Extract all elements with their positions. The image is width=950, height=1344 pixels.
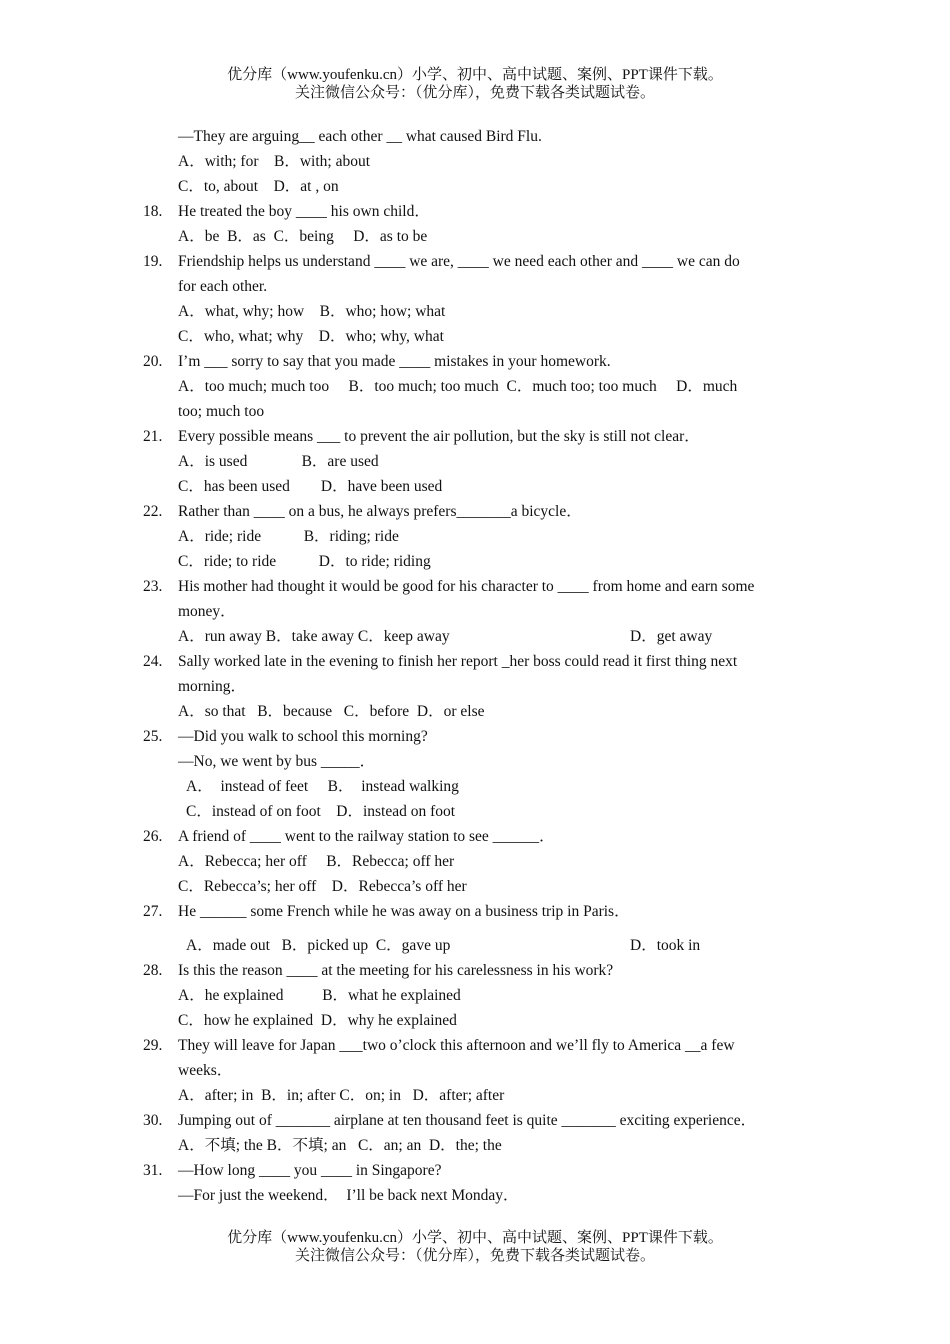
question-26-options-2: C．Rebecca’s; her off D．Rebecca’s off her xyxy=(178,878,467,895)
question-31-text: 31. —How long ____ you ____ in Singapore? xyxy=(143,1162,442,1179)
question-25-options-1: A． instead of feet B． instead walking xyxy=(186,778,459,795)
question-24-options: A．so that B．because C．before D．or else xyxy=(178,703,485,720)
question-26-options-1: A．Rebecca; her off B．Rebecca; off her xyxy=(178,853,455,870)
question-30-text: 30. Jumping out of _______ airplane at ten thousand feet is quite _______ exciting experience． xyxy=(143,1112,757,1129)
header-line-1: 优分库（www.youfenku.cn）小学、初中、高中试题、案例、PPT课件下载。 xyxy=(227,67,723,83)
question-28-text: 28. Is this the reason ____ at the meeting for his carelessness in his work? xyxy=(143,962,614,979)
question-19-text: 19. Friendship helps us understand ____ we are, ____ we need each other and ____ we can do xyxy=(143,253,740,270)
question-17-options-2: C．to, about D．at , on xyxy=(178,178,339,195)
question-28-options-1: A．he explained B．what he explained xyxy=(178,987,461,1004)
question-29-text: 29. They will leave for Japan ___two o’clock this afternoon and we’ll fly to America __a few xyxy=(143,1037,735,1054)
question-19-options-1: A．what, why; how B．who; how; what xyxy=(178,303,446,320)
question-28-options-2: C．how he explained D．why he explained xyxy=(178,1012,457,1029)
question-18-options: A．be B．as C．being D．as to be xyxy=(178,228,428,245)
question-19-options-2: C．who, what; why D．who; why, what xyxy=(178,328,444,345)
question-24-text: 24. Sally worked late in the evening to finish her report _her boss could read it first thing next xyxy=(143,653,738,670)
question-18-text: 18. He treated the boy ____ his own child． xyxy=(143,203,430,220)
question-23-text: 23. His mother had thought it would be good for his character to ____ from home and earn some xyxy=(143,578,755,595)
question-29-text-cont: weeks． xyxy=(178,1062,233,1079)
question-22-options-2: C．ride; to ride D．to ride; riding xyxy=(178,553,431,570)
question-25-text: 25. —Did you walk to school this morning? xyxy=(143,728,428,745)
question-23-text-cont: money． xyxy=(178,603,236,620)
question-20-text: 20. I’m ___ sorry to say that you made ____ mistakes in your homework. xyxy=(143,353,611,370)
question-22-text: 22. Rather than ____ on a bus, he always prefers_______a bicycle． xyxy=(143,503,582,520)
question-20-options-1: A．too much; much too B．too much; too much C．much too; too much D．much xyxy=(178,378,738,395)
question-30-options: A．不填; the B．不填; an C．an; an D．the; the xyxy=(178,1137,502,1154)
question-26-text: 26. A friend of ____ went to the railway station to see ______． xyxy=(143,828,555,845)
question-21-text: 21. Every possible means ___ to prevent the air pollution, but the sky is still not clear． xyxy=(143,428,700,445)
question-19-text-cont: for each other. xyxy=(178,278,268,295)
question-22-options-1: A．ride; ride B．riding; ride xyxy=(178,528,399,545)
page-footer xyxy=(0,1229,950,1265)
footer-line-2: 关注微信公众号：（优分库），免费下载各类试题试卷。 xyxy=(294,1248,655,1264)
question-17-options-1: A．with; for B．with; about xyxy=(178,153,371,170)
question-23-options: A．run away B．take away C．keep away D．get away xyxy=(0,624,950,649)
question-25-options-2: C．instead of on foot D．instead on foot xyxy=(186,803,456,820)
question-31-text-cont: —For just the weekend． I’ll be back next Monday． xyxy=(178,1187,519,1204)
question-21-options-2: C．has been used D．have been used xyxy=(178,478,443,495)
question-24-text-cont: morning． xyxy=(178,678,247,695)
question-27-text: 27. He ______ some French while he was away on a business trip in Paris． xyxy=(143,903,630,920)
page-header xyxy=(0,66,950,102)
question-20-options-2: too; much too xyxy=(178,403,265,420)
question-27-options: A．made out B．picked up C．gave up D．took in xyxy=(0,933,950,958)
question-list xyxy=(0,124,950,1208)
question-21-options-1: A．is used B．are used xyxy=(178,453,379,470)
spacer xyxy=(0,924,950,933)
footer-line-1: 优分库（www.youfenku.cn）小学、初中、高中试题、案例、PPT课件下载。 xyxy=(227,1230,723,1246)
question-27-option-d: D．took in xyxy=(630,937,701,954)
question-23-option-d: D．get away xyxy=(630,628,713,645)
question-17-text: —They are arguing__ each other __ what caused Bird Flu. xyxy=(178,128,542,145)
header-line-2: 关注微信公众号：（优分库），免费下载各类试题试卷。 xyxy=(294,85,655,101)
question-29-options: A．after; in B．in; after C．on; in D．after; after xyxy=(178,1087,505,1104)
question-25-text-cont: —No, we went by bus _____． xyxy=(178,753,376,770)
